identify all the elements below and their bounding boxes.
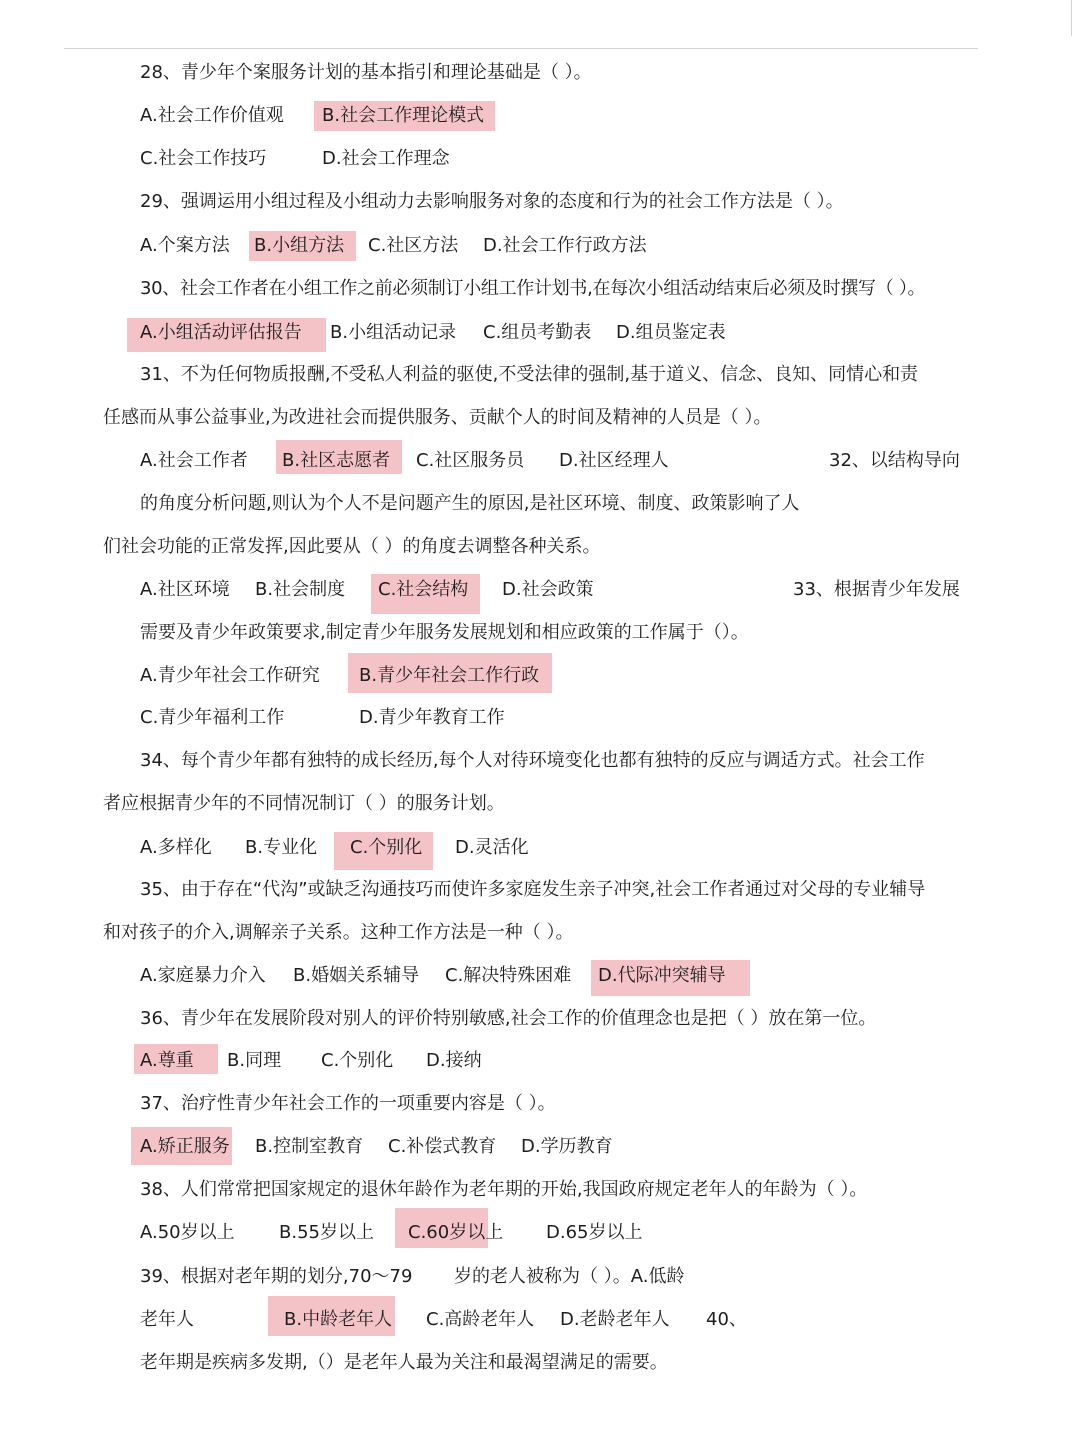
question-stem-line1: 31、不为任何物质报酬,不受私人利益的驱使,不受法律的强制,基于道义、信念、良知、同情心和责 bbox=[140, 364, 919, 385]
question-28-options bbox=[140, 101, 1040, 131]
question-stem-line2: 需要及青少年政策要求,制定青少年服务发展规划和相应政策的工作属于（）。 bbox=[140, 622, 749, 643]
question-32-stem-line1: 32、以结构导向 bbox=[829, 450, 960, 471]
question-stem-part2: 岁的老人被称为（ ）。A.低龄 bbox=[454, 1266, 685, 1287]
option-a: A.小组活动评估报告 bbox=[140, 322, 302, 343]
question-38 bbox=[140, 1175, 1040, 1205]
question-stem-line3: 们社会功能的正常发挥,因此要从（ ）的角度去调整各种关系。 bbox=[103, 536, 601, 557]
question-stem: 28、青少年个案服务计划的基本指引和理论基础是（ ）。 bbox=[140, 62, 592, 83]
option-c: C.组员考勤表 bbox=[483, 322, 592, 343]
question-stem: 38、人们常常把国家规定的退休年龄作为老年期的开始,我国政府规定老年人的年龄为（ ）。 bbox=[140, 1179, 868, 1200]
question-39-options bbox=[140, 1305, 1040, 1335]
question-33-options bbox=[140, 661, 1040, 691]
option-a: A.社会工作者 bbox=[140, 450, 248, 471]
question-stem-line2: 的角度分析问题,则认为个人不是问题产生的原因,是社区环境、制度、政策影响了人 bbox=[140, 493, 800, 514]
option-d: D.社区经理人 bbox=[559, 450, 669, 471]
question-31-options bbox=[140, 446, 1040, 476]
option-d: D.学历教育 bbox=[521, 1136, 613, 1157]
question-34 bbox=[140, 746, 1040, 776]
question-32-options bbox=[140, 575, 1040, 605]
option-c: C.个别化 bbox=[350, 837, 423, 858]
page-corner-mark bbox=[1071, 0, 1072, 36]
question-stem: 37、治疗性青少年社会工作的一项重要内容是（ ）。 bbox=[140, 1093, 556, 1114]
question-stem-line2: 任感而从事公益事业,为改进社会而提供服务、贡献个人的时间及精神的人员是（ ）。 bbox=[103, 407, 772, 428]
option-d: D.社会政策 bbox=[502, 579, 594, 600]
question-33-stem-line1: 33、根据青少年发展 bbox=[793, 579, 960, 600]
question-35-cont bbox=[103, 918, 1003, 948]
option-b: B.青少年社会工作行政 bbox=[359, 665, 540, 686]
option-c: C.个别化 bbox=[321, 1050, 394, 1071]
option-d: D.社会工作理念 bbox=[322, 148, 450, 169]
option-b: B.控制室教育 bbox=[255, 1136, 364, 1157]
question-36-options bbox=[140, 1046, 1040, 1076]
option-a: A.社区环境 bbox=[140, 579, 230, 600]
question-stem-line2: 和对孩子的介入,调解亲子关系。这种工作方法是一种（ ）。 bbox=[103, 922, 574, 943]
option-c: C.青少年福利工作 bbox=[140, 707, 285, 728]
option-c: C.社会工作技巧 bbox=[140, 148, 267, 169]
question-stem: 36、青少年在发展阶段对别人的评价特别敏感,社会工作的价值理念也是把（ ）放在第一位。 bbox=[140, 1008, 877, 1029]
option-b: B.社区志愿者 bbox=[282, 450, 391, 471]
option-d: D.社会工作行政方法 bbox=[483, 235, 647, 256]
question-29-options bbox=[140, 231, 1040, 261]
option-c: C.60岁以上 bbox=[408, 1222, 504, 1243]
option-b: B.社会制度 bbox=[255, 579, 346, 600]
question-29 bbox=[140, 187, 1060, 217]
option-d: D.青少年教育工作 bbox=[359, 707, 505, 728]
option-c: C.解决特殊困难 bbox=[445, 965, 572, 986]
question-stem-line2: 者应根据青少年的不同情况制订（ ）的服务计划。 bbox=[103, 793, 505, 814]
option-b: B.小组方法 bbox=[254, 235, 345, 256]
question-34-options bbox=[140, 833, 1040, 863]
question-38-options bbox=[140, 1218, 1040, 1248]
option-a: A.50岁以上 bbox=[140, 1222, 235, 1243]
question-31 bbox=[140, 360, 1040, 390]
question-stem-line1: 35、由于存在“代沟”或缺乏沟通技巧而使许多家庭发生亲子冲突,社会工作者通过对父母的专业辅导 bbox=[140, 879, 926, 900]
option-c: C.社会结构 bbox=[378, 579, 469, 600]
option-a: A.尊重 bbox=[140, 1050, 194, 1071]
option-a: A.社会工作价值观 bbox=[140, 105, 284, 126]
question-37 bbox=[140, 1089, 1040, 1119]
option-b: B.婚姻关系辅导 bbox=[293, 965, 420, 986]
question-37-options bbox=[140, 1132, 1040, 1162]
option-d: D.组员鉴定表 bbox=[616, 322, 726, 343]
option-d: D.接纳 bbox=[426, 1050, 482, 1071]
option-d: D.灵活化 bbox=[455, 837, 529, 858]
option-a: A.家庭暴力介入 bbox=[140, 965, 266, 986]
question-33 bbox=[140, 618, 1040, 648]
option-a: A.青少年社会工作研究 bbox=[140, 665, 320, 686]
option-b: B.中龄老年人 bbox=[284, 1309, 393, 1330]
question-35-options bbox=[140, 961, 1040, 991]
question-stem-part1: 39、根据对老年期的划分,70～79 bbox=[140, 1266, 413, 1287]
option-a: A.多样化 bbox=[140, 837, 212, 858]
option-a: A.矫正服务 bbox=[140, 1136, 230, 1157]
question-30 bbox=[140, 274, 1070, 304]
question-stem: 30、社会工作者在小组工作之前必须制订小组工作计划书,在每次小组活动结束后必须及时撰写（ ）。 bbox=[140, 278, 926, 299]
question-stem: 老年期是疾病多发期,（）是老年人最为关注和最渴望满足的需要。 bbox=[140, 1352, 668, 1373]
option-c: C.社区服务员 bbox=[416, 450, 525, 471]
option-b: B.同理 bbox=[227, 1050, 282, 1071]
option-c: C.补偿式教育 bbox=[388, 1136, 497, 1157]
option-a: A.个案方法 bbox=[140, 235, 230, 256]
question-stem-line1: 34、每个青少年都有独特的成长经历,每个人对待环境变化也都有独特的反应与调适方式。社会工作 bbox=[140, 750, 925, 771]
question-39 bbox=[140, 1262, 1040, 1292]
question-32 bbox=[140, 489, 1040, 519]
top-divider bbox=[64, 48, 978, 49]
question-31-cont bbox=[103, 403, 1003, 433]
option-b: B.专业化 bbox=[245, 837, 318, 858]
question-30-options bbox=[140, 318, 1040, 348]
question-28 bbox=[140, 58, 1040, 88]
question-28-options-row2 bbox=[140, 144, 1040, 174]
option-b: B.55岁以上 bbox=[279, 1222, 374, 1243]
option-c: C.社区方法 bbox=[368, 235, 459, 256]
question-stem: 29、强调运用小组过程及小组动力去影响服务对象的态度和行为的社会工作方法是（ ）。 bbox=[140, 191, 844, 212]
question-34-cont bbox=[103, 789, 1003, 819]
option-b: B.社会工作理论模式 bbox=[322, 105, 485, 126]
option-a-cont: 老年人 bbox=[140, 1309, 194, 1330]
question-35 bbox=[140, 875, 1040, 905]
question-36 bbox=[140, 1004, 1040, 1034]
option-d: D.65岁以上 bbox=[546, 1222, 643, 1243]
option-b: B.小组活动记录 bbox=[330, 322, 457, 343]
option-d: D.老龄老年人 bbox=[560, 1309, 670, 1330]
question-40 bbox=[140, 1348, 1040, 1378]
question-40-number: 40、 bbox=[706, 1309, 747, 1330]
question-32-cont bbox=[103, 532, 1003, 562]
question-33-options-row2 bbox=[140, 703, 1040, 733]
option-c: C.高龄老年人 bbox=[426, 1309, 535, 1330]
option-d: D.代际冲突辅导 bbox=[598, 965, 726, 986]
